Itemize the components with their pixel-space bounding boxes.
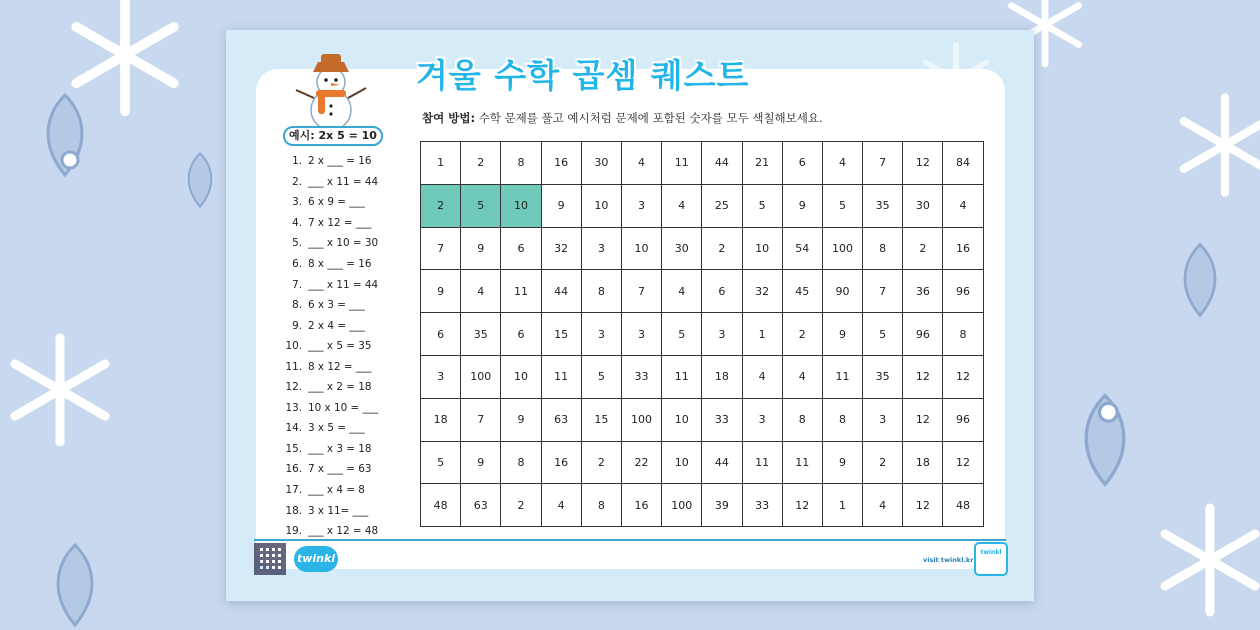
grid-cell[interactable]: 54 [782,227,822,270]
problem-number: 11. [285,360,302,373]
grid-cell[interactable]: 2 [421,184,461,227]
grid-cell[interactable]: 12 [782,484,822,527]
problem-text: 6 x 3 = ___ [308,299,365,312]
grid-cell[interactable]: 10 [501,355,541,398]
grid-cell[interactable]: 16 [541,142,581,185]
holly-leaf-icon [170,150,230,210]
grid-cell[interactable]: 11 [662,142,702,185]
grid-cell[interactable]: 9 [461,441,501,484]
grid-cell[interactable]: 18 [903,441,943,484]
problem-number: 12. [285,381,302,394]
grid-cell[interactable]: 8 [782,398,822,441]
grid-cell[interactable]: 35 [461,313,501,356]
grid-cell[interactable]: 96 [943,398,983,441]
problem-number: 14. [285,422,302,435]
problem-item [282,192,412,213]
snowflake-icon [0,330,120,450]
grid-cell[interactable]: 2 [782,313,822,356]
grid-cell[interactable]: 8 [822,398,862,441]
grid-cell[interactable]: 16 [541,441,581,484]
grid-cell[interactable]: 2 [581,441,621,484]
problem-number: 1. [292,155,302,168]
problem-number: 19. [285,525,302,538]
grid-cell[interactable]: 9 [421,270,461,313]
problem-number: 18. [285,504,302,517]
problem-text: 10 x 10 = ___ [308,401,379,414]
grid-cell[interactable]: 35 [863,355,903,398]
problem-text: 8 x 12 = ___ [308,360,372,373]
footer-divider [254,539,1006,541]
grid-cell[interactable]: 22 [621,441,661,484]
problem-item [282,151,412,172]
problem-item [282,459,412,480]
grid-cell[interactable]: 1 [742,313,782,356]
problem-item [282,377,412,398]
grid-cell[interactable]: 9 [461,227,501,270]
grid-cell[interactable]: 30 [581,142,621,185]
problem-text: 3 x 11= ___ [308,504,369,517]
grid-cell[interactable]: 7 [621,270,661,313]
grid-cell[interactable]: 4 [822,142,862,185]
example-box: 예시: 2x 5 = 10 [283,126,383,146]
grid-cell[interactable]: 8 [581,484,621,527]
grid-cell[interactable]: 63 [461,484,501,527]
grid-cell[interactable]: 8 [501,142,541,185]
problem-text: ___ x 11 = 44 [308,278,379,291]
grid-cell[interactable]: 4 [461,270,501,313]
problem-number: 9. [292,319,302,332]
grid-cell[interactable]: 5 [421,441,461,484]
grid-cell[interactable]: 16 [621,484,661,527]
grid-cell[interactable]: 10 [621,227,661,270]
problem-text: 2 x 4 = ___ [308,319,365,332]
grid-cell[interactable]: 9 [822,441,862,484]
problem-number: 8. [292,299,302,312]
grid-cell[interactable]: 11 [662,355,702,398]
problem-number: 7. [292,278,302,291]
problem-item [282,500,412,521]
grid-cell[interactable]: 3 [421,355,461,398]
problem-item [282,480,412,501]
grid-cell[interactable]: 11 [782,441,822,484]
grid-cell[interactable]: 6 [782,142,822,185]
grid-cell[interactable]: 35 [863,184,903,227]
problem-number: 2. [292,175,302,188]
problem-number: 13. [285,401,302,414]
grid-cell[interactable]: 44 [702,441,742,484]
grid-cell[interactable]: 18 [702,355,742,398]
grid-cell[interactable]: 1 [822,484,862,527]
grid-cell[interactable]: 3 [581,313,621,356]
grid-cell[interactable]: 8 [943,313,983,356]
grid-cell[interactable]: 12 [903,398,943,441]
grid-row [421,313,984,356]
grid-cell[interactable]: 9 [541,184,581,227]
problem-item [282,336,412,357]
grid-cell[interactable]: 3 [581,227,621,270]
grid-cell[interactable]: 15 [581,398,621,441]
grid-cell[interactable]: 5 [662,313,702,356]
grid-cell[interactable]: 3 [742,398,782,441]
grid-cell[interactable]: 9 [782,184,822,227]
problem-number: 10. [285,340,302,353]
grid-cell[interactable]: 45 [782,270,822,313]
snowflake-icon [1170,90,1260,200]
grid-cell[interactable]: 5 [822,184,862,227]
grid-cell[interactable]: 100 [621,398,661,441]
grid-cell[interactable]: 2 [863,441,903,484]
grid-cell[interactable]: 48 [943,484,983,527]
grid-cell[interactable]: 7 [461,398,501,441]
problem-text: 3 x 5 = ___ [308,422,365,435]
grid-cell[interactable]: 39 [702,484,742,527]
grid-cell[interactable]: 100 [662,484,702,527]
problem-text: 6 x 9 = ___ [308,196,365,209]
grid-cell[interactable]: 11 [541,355,581,398]
problem-list [282,151,412,541]
grid-cell[interactable]: 3 [863,398,903,441]
grid-cell[interactable]: 48 [421,484,461,527]
grid-cell[interactable]: 2 [903,227,943,270]
holly-leaf-icon [30,90,100,180]
grid-cell[interactable]: 33 [621,355,661,398]
problem-text: 7 x 12 = ___ [308,216,372,229]
grid-cell[interactable]: 12 [903,484,943,527]
grid-cell[interactable]: 30 [662,227,702,270]
holly-leaf-icon [30,540,120,630]
problem-text: 2 x ___ = 16 [308,155,372,168]
twinkl-logo: twinkl [294,546,338,572]
grid-cell[interactable]: 33 [702,398,742,441]
problem-item [282,213,412,234]
problem-text: ___ x 12 = 48 [308,525,379,538]
grid-cell[interactable]: 16 [943,227,983,270]
problem-text: 7 x ___ = 63 [308,463,372,476]
grid-cell[interactable]: 4 [541,484,581,527]
grid-cell[interactable]: 2 [461,142,501,185]
grid-cell[interactable]: 8 [581,270,621,313]
problem-number: 17. [285,484,302,497]
grid-cell[interactable]: 8 [863,227,903,270]
grid-cell[interactable]: 10 [662,441,702,484]
problem-item [282,274,412,295]
grid-cell[interactable]: 44 [541,270,581,313]
grid-cell[interactable]: 100 [822,227,862,270]
quality-badge: twinkl [974,542,1008,576]
grid-cell[interactable]: 10 [742,227,782,270]
worksheet [226,30,1034,601]
grid-cell[interactable]: 4 [742,355,782,398]
grid-cell[interactable]: 10 [581,184,621,227]
grid-cell[interactable]: 12 [943,355,983,398]
holly-leaf-icon [1060,390,1150,490]
grid-cell[interactable]: 4 [662,270,702,313]
page-title: 겨울 수학 곱셈 퀘스트 [416,56,750,95]
grid-cell[interactable]: 6 [702,270,742,313]
grid-cell[interactable]: 10 [501,184,541,227]
holly-leaf-icon [1150,240,1250,320]
grid-row [421,270,984,313]
problem-item [282,295,412,316]
instructions-label: 참여 방법: [422,111,476,125]
number-grid [420,141,984,527]
grid-cell[interactable]: 96 [943,270,983,313]
instructions [422,110,823,126]
problem-text: ___ x 2 = 18 [308,381,372,394]
problem-item [282,418,412,439]
problem-item [282,172,412,193]
instructions-text: 수학 문제를 풀고 예시처럼 문제에 포함된 숫자를 모두 색칠해보세요. [478,111,823,125]
grid-cell[interactable]: 5 [742,184,782,227]
grid-cell[interactable]: 3 [621,184,661,227]
grid-cell[interactable]: 5 [863,313,903,356]
grid-cell[interactable]: 11 [501,270,541,313]
grid-cell[interactable]: 32 [742,270,782,313]
grid-cell[interactable]: 30 [903,184,943,227]
problem-item [282,439,412,460]
grid-cell[interactable]: 2 [702,227,742,270]
grid-cell[interactable]: 25 [702,184,742,227]
problem-number: 16. [285,463,302,476]
grid-cell[interactable]: 4 [863,484,903,527]
snowflake-icon [1150,500,1260,620]
problem-item [282,315,412,336]
visit-link[interactable]: visit twinkl.kr [923,556,974,564]
grid-cell[interactable]: 12 [903,142,943,185]
grid-row [421,184,984,227]
grid-cell[interactable]: 3 [621,313,661,356]
grid-cell[interactable]: 2 [501,484,541,527]
grid-cell[interactable]: 6 [501,227,541,270]
grid-cell[interactable]: 6 [501,313,541,356]
grid-cell[interactable]: 4 [621,142,661,185]
grid-cell[interactable]: 96 [903,313,943,356]
grid-cell[interactable]: 63 [541,398,581,441]
grid-cell[interactable]: 33 [742,484,782,527]
problem-item [282,398,412,419]
problem-text: ___ x 10 = 30 [308,237,379,250]
problem-text: ___ x 11 = 44 [308,175,379,188]
grid-cell[interactable]: 10 [662,398,702,441]
grid-cell[interactable]: 18 [421,398,461,441]
problem-number: 6. [292,258,302,270]
grid-row [421,484,984,527]
grid-cell[interactable]: 12 [903,355,943,398]
grid-cell[interactable]: 7 [863,270,903,313]
grid-cell[interactable]: 11 [742,441,782,484]
grid-cell[interactable]: 4 [943,184,983,227]
grid-cell[interactable]: 100 [461,355,501,398]
grid-row [421,441,984,484]
grid-cell[interactable]: 84 [943,142,983,185]
grid-cell[interactable]: 8 [501,441,541,484]
grid-cell[interactable]: 1 [421,142,461,185]
grid-cell[interactable]: 6 [421,313,461,356]
problem-number: 4. [292,216,302,229]
grid-cell[interactable]: 9 [501,398,541,441]
grid-cell[interactable]: 7 [863,142,903,185]
problem-number: 15. [285,442,302,455]
problem-item [282,233,412,254]
snowman-icon [288,50,374,130]
grid-row [421,398,984,441]
grid-cell[interactable]: 21 [742,142,782,185]
grid-row [421,227,984,270]
grid-cell[interactable]: 44 [702,142,742,185]
problem-text: ___ x 4 = 8 [308,484,365,497]
grid-cell[interactable]: 15 [541,313,581,356]
grid-cell[interactable]: 12 [943,441,983,484]
grid-cell[interactable]: 32 [541,227,581,270]
grid-cell[interactable]: 7 [421,227,461,270]
grid-cell[interactable]: 90 [822,270,862,313]
grid-row [421,142,984,185]
grid-cell[interactable]: 4 [782,355,822,398]
grid-cell[interactable]: 3 [702,313,742,356]
grid-cell[interactable]: 9 [822,313,862,356]
problem-number: 5. [292,237,302,250]
problem-item [282,356,412,377]
problem-item [282,254,412,275]
grid-cell[interactable]: 11 [822,355,862,398]
problem-text: ___ x 3 = 18 [308,442,372,455]
grid-row [421,355,984,398]
grid-cell[interactable]: 5 [581,355,621,398]
grid-cell[interactable]: 36 [903,270,943,313]
problem-number: 3. [292,196,302,209]
grid-cell[interactable]: 5 [461,184,501,227]
problem-text: ___ x 5 = 35 [308,340,372,353]
qr-code [254,543,286,575]
grid-cell[interactable]: 4 [662,184,702,227]
problem-text: 8 x ___ = 16 [308,258,372,270]
